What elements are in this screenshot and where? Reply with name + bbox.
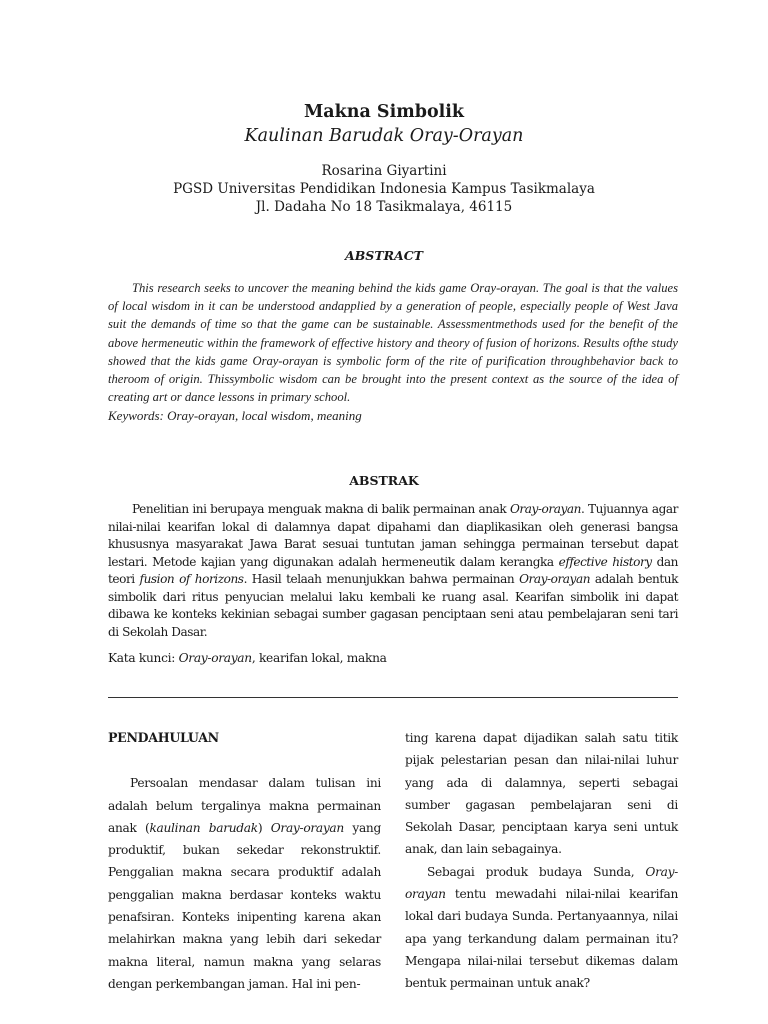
body-paragraph — [108, 772, 381, 995]
abstrak-run: adalah bentuk simbolik dari ritus penyucian melalui laku kembali ke ruang asal. Kearifan simbolik ini dapat dibawa ke konteks kekinian sebagai sumber gagasan penciptaan seni atau pembelajaran seni tari di Sekolah Dasar. — [108, 572, 679, 639]
keywords-italic: Oray-orayan — [178, 651, 252, 665]
abstrak-run: dan teori — [108, 554, 679, 586]
abstrak-run: . Hasil telaah menunjukkan bahwa permainan — [243, 572, 520, 586]
abstrak-italic: Oray-orayan — [509, 502, 581, 516]
keywords-label: Kata kunci: — [108, 651, 179, 665]
body-paragraph — [405, 861, 678, 995]
body-run: tentu mewadahi nilai-nilai kearifan lokal dari budaya Sunda. Pertanyaannya, nilai apa yang terkandung dalam permainan itu? Mengapa nilai-nilai tersebut dikemas dalam bentuk permainan untuk anak? — [405, 887, 678, 991]
body-italic: kaulinan barudak — [149, 820, 258, 835]
keywords-rest: , kearifan lokal, makna — [251, 651, 387, 665]
author-name: Rosarina Giyartini — [321, 163, 447, 179]
abstract-paragraph: This research seeks to uncover the meaning behind the kids game Oray-orayan. The goal is that the values of local wisdom in it can be understood andapplied by a generation of people, especially people of West Java suit the demands of time so that the game can be sustainable. Assessmentmethods used for the benefit of the above hermeneutic within the framework of effective history and theory of fusion of horizons. Results ofthe study showed that the kids game Oray-orayan is symbolic form of the rite of purification throughbehavior back to theroom of origin. Thissymbolic wisdom can be brought into the present context as the source of the idea of creating art or dance lessons in primary school. — [108, 281, 678, 405]
body-paragraph-continued: ting karena dapat dijadikan salah satu titik pijak pelestarian pesan dan nilai-nilai luhur yang ada di dalamnya, seperti sebagai sumber gagasan pembelajaran seni di Sekolah Dasar, penciptaan karya seni untuk anak, dan lain sebagainya. — [405, 731, 678, 857]
body-run: yang produktif, bukan sekedar rekonstruktif. Penggalian makna secara produktif adalah penggalian makna berdasar konteks waktu penafsiran. Konteks inipenting karena akan melahirkan makna yang lebih dari sekedar makna literal, namun makna yang selaras dengan perkembangan jaman. Hal ini pen- — [108, 820, 381, 991]
section-heading: PENDAHULUAN — [108, 730, 219, 745]
body-column-right — [405, 727, 678, 995]
body-run: Persoalan mendasar dalam tulisan ini adalah belum tergalinya makna permainan anak ( — [108, 776, 381, 835]
body-column-left — [108, 727, 381, 995]
body-run: Sebagai produk budaya Sunda, — [427, 864, 646, 879]
abstract-heading: ABSTRACT — [345, 248, 423, 263]
keywords-id — [108, 651, 387, 665]
abstrak-italic: fusion of horizons — [139, 572, 244, 586]
author-affiliation: PGSD Universitas Pendidikan Indonesia Kampus Tasikmalaya — [173, 181, 595, 197]
abstrak-run: . Tujuannya agar nilai-nilai kearifan lokal di dalamnya dapat dipahami dan diaplikasikan oleh generasi bangsa khususnya masyarakat Jawa Barat sesuai tuntutan jaman sehingga permainan tersebut dapat lestari. Metode kajian yang digunakan adalah hermeneutik dalam kerangka — [108, 502, 678, 569]
author-address: Jl. Dadaha No 18 Tasikmalaya, 46115 — [255, 199, 513, 215]
abstract-text-en — [108, 279, 678, 406]
abstrak-text-id — [108, 501, 678, 641]
body-run: ) — [257, 820, 271, 835]
section-divider — [108, 697, 678, 698]
abstrak-paragraph — [108, 501, 678, 641]
abstrak-italic: effective history — [558, 554, 652, 569]
paper-subtitle: Kaulinan Barudak Oray-Orayan — [244, 126, 524, 146]
abstrak-run: Penelitian ini berupaya menguak makna di balik permainan anak — [132, 502, 510, 516]
abstrak-italic: Oray-orayan — [519, 572, 591, 586]
body-italic: Oray-orayan — [405, 864, 678, 902]
keywords-en: Keywords: Oray-orayan, local wisdom, meaning — [108, 408, 362, 423]
abstrak-heading: ABSTRAK — [349, 473, 419, 488]
body-italic: Oray-orayan — [270, 820, 344, 835]
paper-title: Makna Simbolik — [303, 102, 465, 122]
